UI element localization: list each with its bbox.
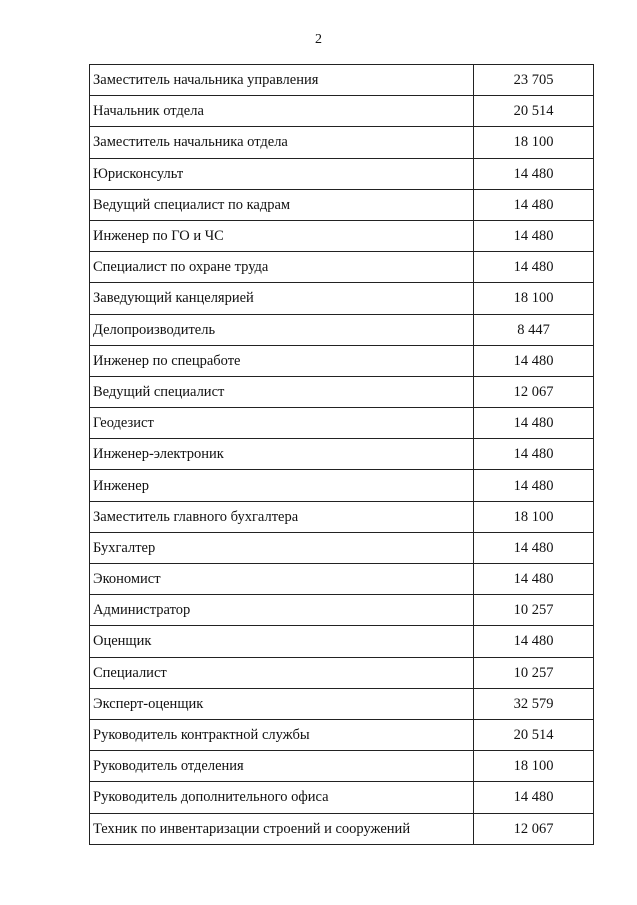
amount-cell: 14 480 bbox=[474, 564, 594, 595]
amount-cell: 14 480 bbox=[474, 252, 594, 283]
position-cell: Ведущий специалист bbox=[90, 376, 474, 407]
amount-cell: 14 480 bbox=[474, 439, 594, 470]
position-cell: Заместитель начальника управления bbox=[90, 65, 474, 96]
position-cell: Бухгалтер bbox=[90, 532, 474, 563]
table-row bbox=[90, 408, 594, 439]
amount-cell: 12 067 bbox=[474, 813, 594, 844]
table-row bbox=[90, 501, 594, 532]
amount-cell: 14 480 bbox=[474, 158, 594, 189]
table-row bbox=[90, 439, 594, 470]
amount-cell: 14 480 bbox=[474, 189, 594, 220]
table-row bbox=[90, 252, 594, 283]
amount-cell: 18 100 bbox=[474, 501, 594, 532]
position-cell: Геодезист bbox=[90, 408, 474, 439]
amount-cell: 23 705 bbox=[474, 65, 594, 96]
amount-cell: 32 579 bbox=[474, 688, 594, 719]
position-cell: Инженер по спецработе bbox=[90, 345, 474, 376]
amount-cell: 14 480 bbox=[474, 408, 594, 439]
table-row bbox=[90, 345, 594, 376]
amount-cell: 18 100 bbox=[474, 283, 594, 314]
table-row bbox=[90, 532, 594, 563]
table-row bbox=[90, 626, 594, 657]
salary-table-body bbox=[90, 65, 594, 845]
table-row bbox=[90, 283, 594, 314]
position-cell: Инженер-электроник bbox=[90, 439, 474, 470]
position-cell: Эксперт-оценщик bbox=[90, 688, 474, 719]
table-row bbox=[90, 189, 594, 220]
table-row bbox=[90, 595, 594, 626]
salary-table bbox=[89, 64, 594, 845]
position-cell: Специалист по охране труда bbox=[90, 252, 474, 283]
table-row bbox=[90, 657, 594, 688]
table-row bbox=[90, 470, 594, 501]
table-row bbox=[90, 688, 594, 719]
position-cell: Заместитель начальника отдела bbox=[90, 127, 474, 158]
position-cell: Администратор bbox=[90, 595, 474, 626]
amount-cell: 20 514 bbox=[474, 719, 594, 750]
position-cell: Юрисконсульт bbox=[90, 158, 474, 189]
position-cell: Инженер bbox=[90, 470, 474, 501]
position-cell: Делопроизводитель bbox=[90, 314, 474, 345]
table-row bbox=[90, 314, 594, 345]
amount-cell: 14 480 bbox=[474, 470, 594, 501]
table-row bbox=[90, 127, 594, 158]
table-row bbox=[90, 158, 594, 189]
amount-cell: 10 257 bbox=[474, 595, 594, 626]
amount-cell: 14 480 bbox=[474, 626, 594, 657]
position-cell: Ведущий специалист по кадрам bbox=[90, 189, 474, 220]
table-row bbox=[90, 96, 594, 127]
amount-cell: 20 514 bbox=[474, 96, 594, 127]
amount-cell: 12 067 bbox=[474, 376, 594, 407]
table-row bbox=[90, 65, 594, 96]
position-cell: Экономист bbox=[90, 564, 474, 595]
table-row bbox=[90, 220, 594, 251]
position-cell: Руководитель отделения bbox=[90, 751, 474, 782]
position-cell: Специалист bbox=[90, 657, 474, 688]
table-row bbox=[90, 813, 594, 844]
page-number: 2 bbox=[315, 32, 322, 47]
table-row bbox=[90, 719, 594, 750]
position-cell: Руководитель дополнительного офиса bbox=[90, 782, 474, 813]
amount-cell: 18 100 bbox=[474, 127, 594, 158]
position-cell: Оценщик bbox=[90, 626, 474, 657]
table-row bbox=[90, 376, 594, 407]
amount-cell: 10 257 bbox=[474, 657, 594, 688]
position-cell: Руководитель контрактной службы bbox=[90, 719, 474, 750]
position-cell: Техник по инвентаризации строений и сооружений bbox=[90, 813, 474, 844]
amount-cell: 14 480 bbox=[474, 532, 594, 563]
position-cell: Заместитель главного бухгалтера bbox=[90, 501, 474, 532]
amount-cell: 14 480 bbox=[474, 220, 594, 251]
amount-cell: 18 100 bbox=[474, 751, 594, 782]
amount-cell: 8 447 bbox=[474, 314, 594, 345]
position-cell: Инженер по ГО и ЧС bbox=[90, 220, 474, 251]
table-row bbox=[90, 782, 594, 813]
position-cell: Начальник отдела bbox=[90, 96, 474, 127]
position-cell: Заведующий канцелярией bbox=[90, 283, 474, 314]
amount-cell: 14 480 bbox=[474, 782, 594, 813]
table-row bbox=[90, 751, 594, 782]
table-row bbox=[90, 564, 594, 595]
amount-cell: 14 480 bbox=[474, 345, 594, 376]
